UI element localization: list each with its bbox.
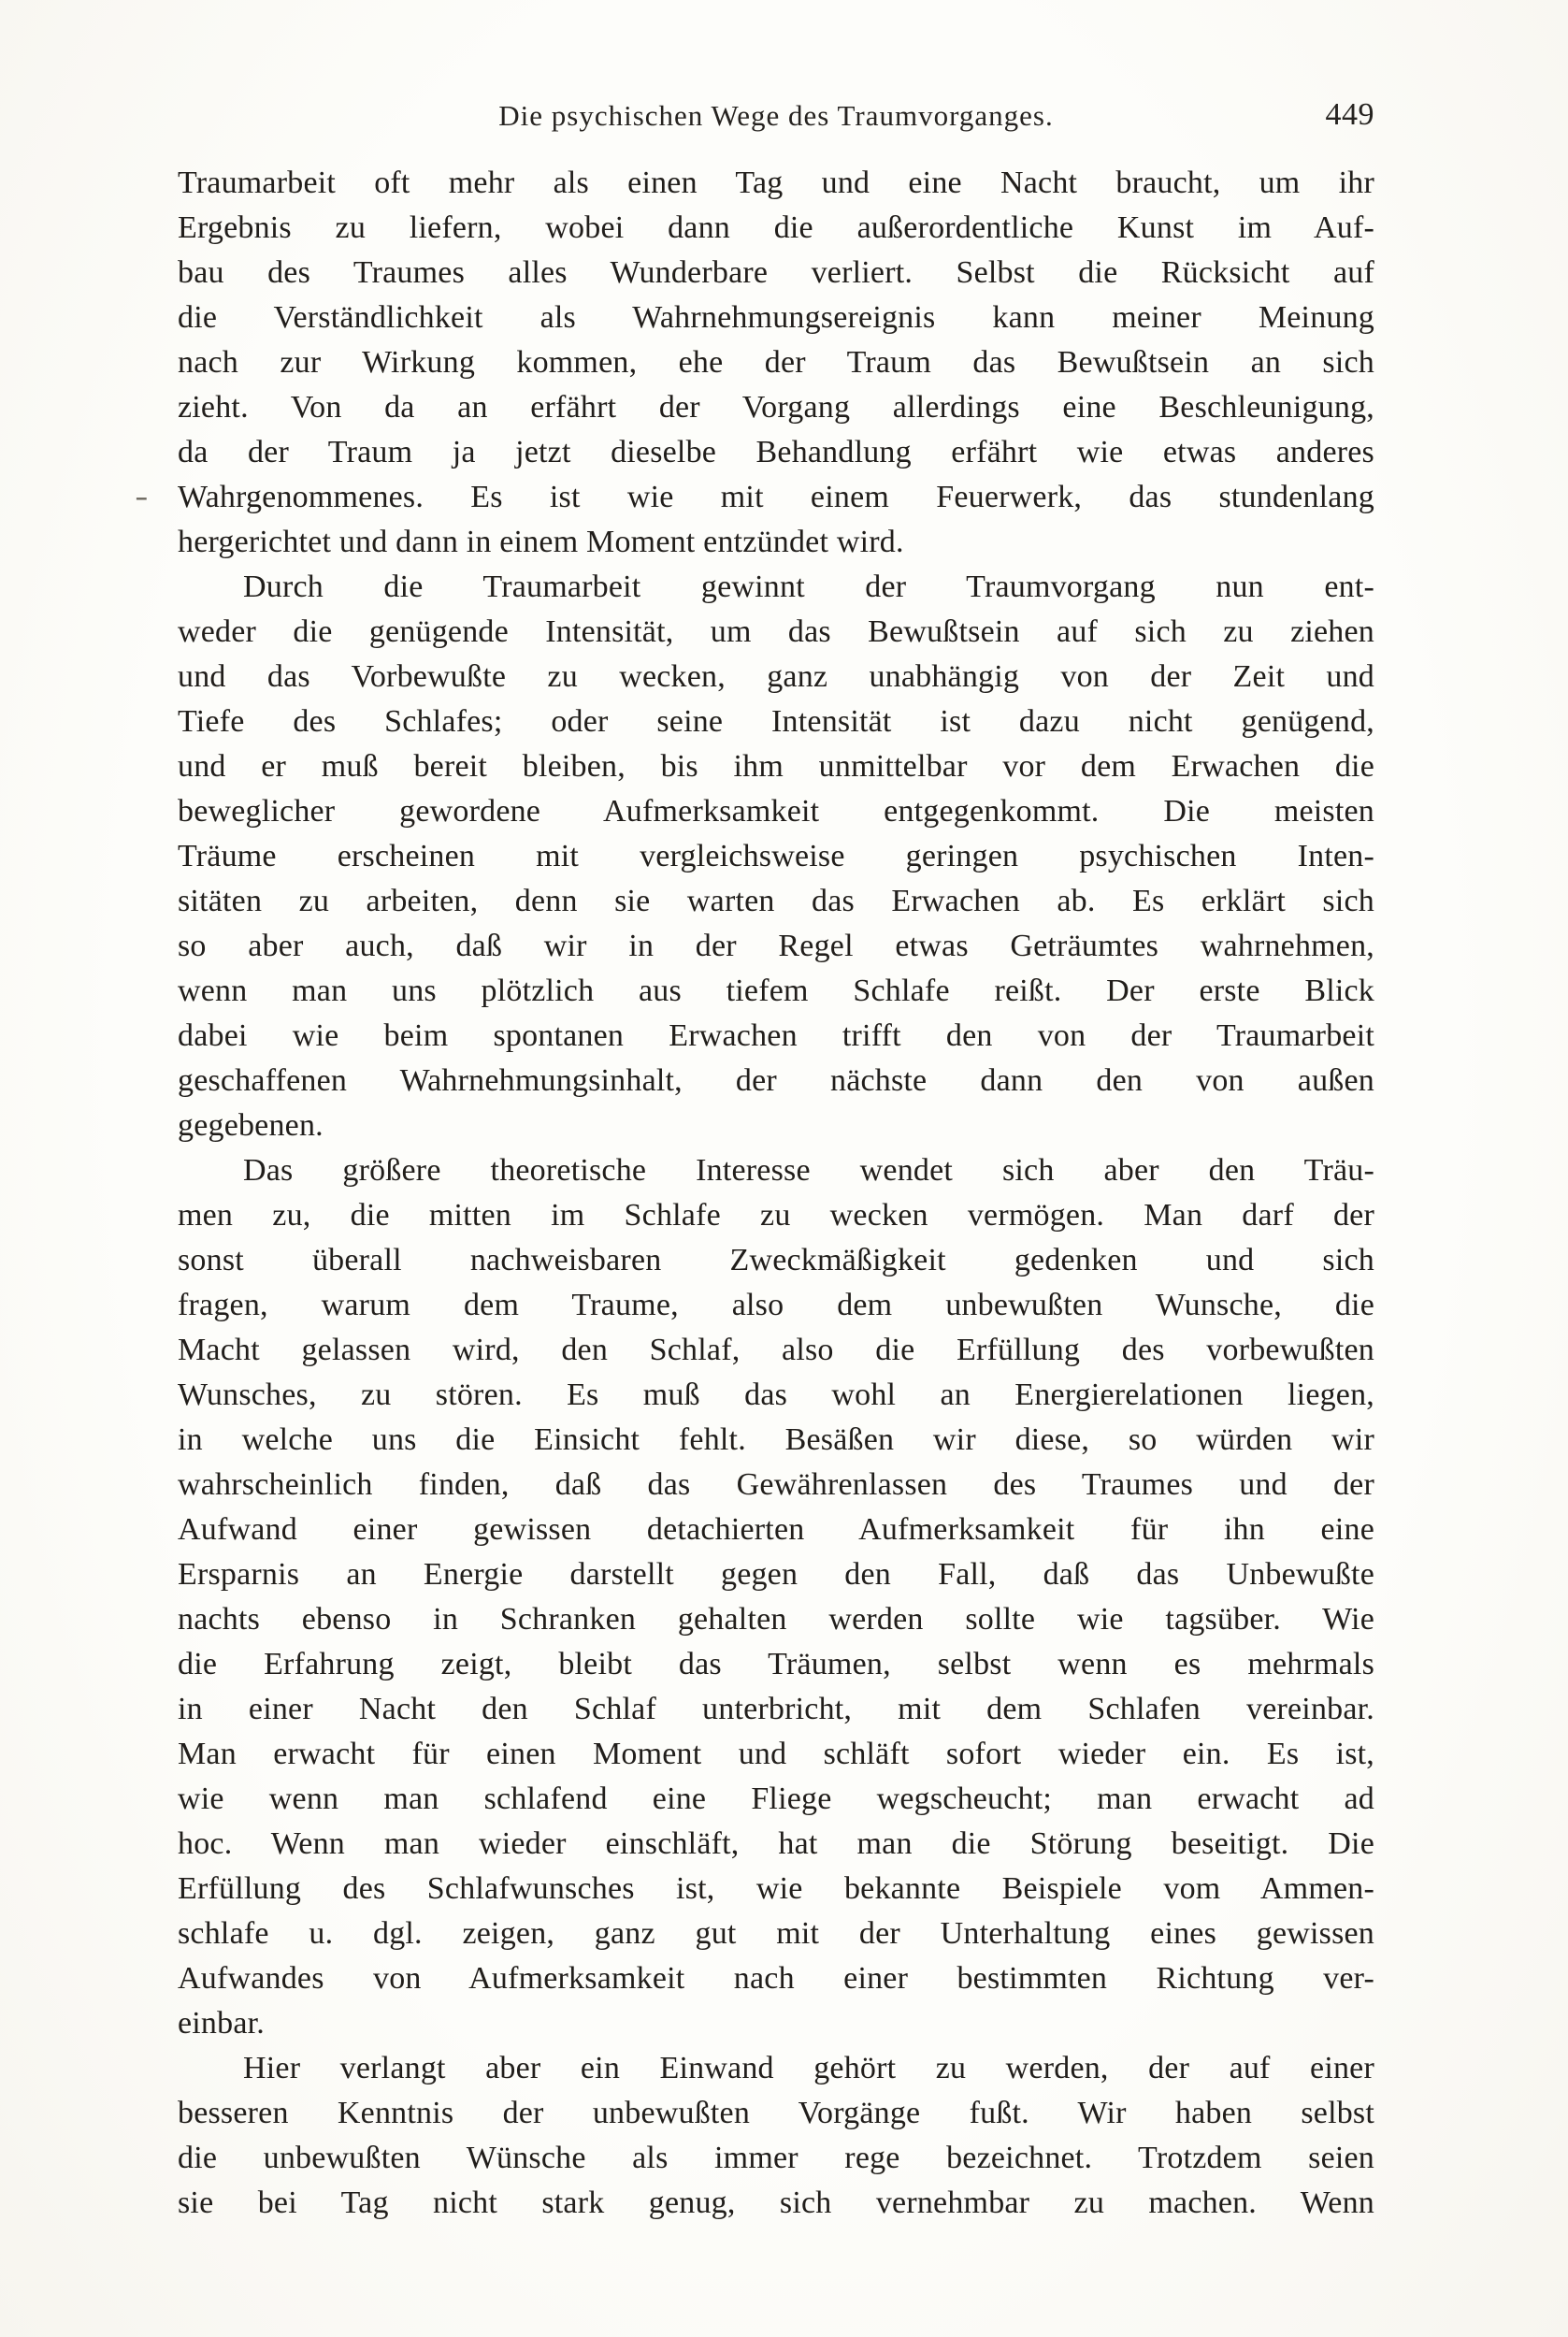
text-line: die Erfahrung zeigt, bleibt das Träumen, selbst wenn es mehrmals [178,1647,1374,1681]
text-line: nach zur Wirkung kommen, ehe der Traum das Bewußtsein an sich [178,345,1374,380]
text-line: nachts ebenso in Schranken gehalten werden sollte wie tagsüber. Wie [178,1602,1374,1637]
running-title: Die psychischen Wege des Traumvorganges. [498,99,1054,132]
text-line: Hier verlangt aber ein Einwand gehört zu werden, der auf einer [243,2051,1374,2085]
text-line: schlafe u. dgl. zeigen, ganz gut mit der Unterhaltung eines gewissen [178,1916,1374,1951]
text-line: hoc. Wenn man wieder einschläft, hat man die Störung beseitigt. Die [178,1826,1374,1861]
text-line: die Verständlichkeit als Wahrnehmungsereignis kann meiner Meinung [178,300,1374,335]
text-line: beweglicher gewordene Aufmerksamkeit entgegenkommt. Die meisten [178,794,1374,829]
page-number: 449 [1325,97,1374,132]
text-line: Das größere theoretische Interesse wendet sich aber den Träu- [243,1153,1374,1188]
text-line: in einer Nacht den Schlaf unterbricht, mit dem Schlafen vereinbar. [178,1692,1374,1726]
text-line: und er muß bereit bleiben, bis ihm unmittelbar vor dem Erwachen die [178,749,1374,784]
text-line: geschaffenen Wahrnehmungsinhalt, der nächste dann den von außen [178,1063,1374,1098]
text-line: Ersparnis an Energie darstellt gegen den Fall, daß das Unbewußte [178,1557,1374,1592]
text-line: bau des Traumes alles Wunderbare verliert. Selbst die Rücksicht auf [178,255,1374,290]
text-line: Macht gelassen wird, den Schlaf, also die Erfüllung des vorbewußten [178,1333,1374,1367]
text-line: Traumarbeit oft mehr als einen Tag und eine Nacht braucht, um ihr [178,166,1374,200]
text-line: wenn man uns plötzlich aus tiefem Schlafe reißt. Der erste Blick [178,974,1374,1008]
text-line: Man erwacht für einen Moment und schläft sofort wieder ein. Es ist, [178,1737,1374,1771]
text-line: Ergebnis zu liefern, wobei dann die außerordentliche Kunst im Auf- [178,210,1374,245]
text-line: da der Traum ja jetzt dieselbe Behandlung erfährt wie etwas anderes [178,435,1374,469]
text-line: besseren Kenntnis der unbewußten Vorgänge fußt. Wir haben selbst [178,2096,1374,2130]
text-line: Aufwand einer gewissen detachierten Aufmerksamkeit für ihn eine [178,1512,1374,1547]
text-line: dabei wie beim spontanen Erwachen trifft den von der Traumarbeit [178,1018,1374,1053]
text-line: fragen, warum dem Traume, also dem unbewußten Wunsche, die [178,1288,1374,1322]
text-line: wie wenn man schlafend eine Fliege wegscheucht; man erwacht ad [178,1782,1374,1816]
text-line: men zu, die mitten im Schlafe zu wecken vermögen. Man darf der [178,1198,1374,1233]
text-line: Träume erscheinen mit vergleichsweise geringen psychischen Inten- [178,839,1374,873]
text-line: so aber auch, daß wir in der Regel etwas Geträumtes wahrnehmen, [178,929,1374,963]
text-line: einbar. [178,2006,265,2041]
text-line: gegebenen. [178,1108,324,1143]
text-line: Aufwandes von Aufmerksamkeit nach einer bestimmten Richtung ver- [178,1961,1374,1996]
text-line: weder die genügende Intensität, um das Bewußtsein auf sich zu ziehen [178,614,1374,649]
text-line: wahrscheinlich finden, daß das Gewährenlassen des Traumes und der [178,1467,1374,1502]
text-line: sitäten zu arbeiten, denn sie warten das Erwachen ab. Es erklärt sich [178,884,1374,918]
page-header [178,99,1374,140]
text-line: in welche uns die Einsicht fehlt. Besäßen wir diese, so würden wir [178,1422,1374,1457]
text-line: Durch die Traumarbeit gewinnt der Traumvorgang nun ent- [243,570,1374,604]
text-line: Wahrgenommenes. Es ist wie mit einem Feuerwerk, das stundenlang [178,480,1374,514]
text-line: Tiefe des Schlafes; oder seine Intensität ist dazu nicht genügend, [178,704,1374,739]
text-line: und das Vorbewußte zu wecken, ganz unabhängig von der Zeit und [178,659,1374,694]
text-line: Erfüllung des Schlafwunsches ist, wie bekannte Beispiele vom Ammen- [178,1871,1374,1906]
text-line: die unbewußten Wünsche als immer rege bezeichnet. Trotzdem seien [178,2141,1374,2175]
text-line: hergerichtet und dann in einem Moment entzündet wird. [178,525,904,559]
text-line: zieht. Von da an erfährt der Vorgang allerdings eine Beschleunigung, [178,390,1374,425]
text-line: sie bei Tag nicht stark genug, sich vernehmbar zu machen. Wenn [178,2186,1374,2220]
text-line: Wunsches, zu stören. Es muß das wohl an Energierelationen liegen, [178,1378,1374,1412]
text-line: sonst überall nachweisbaren Zweckmäßigkeit gedenken und sich [178,1243,1374,1277]
marginal-mark: - [135,479,149,512]
page-body [178,161,1374,2226]
